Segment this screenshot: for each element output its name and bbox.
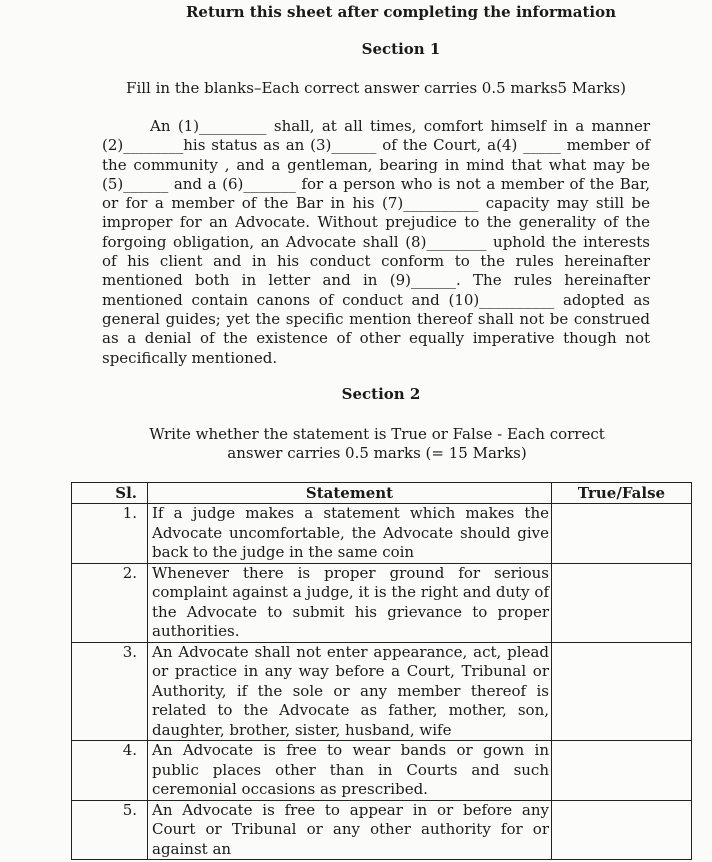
table-row xyxy=(72,642,692,741)
statement-text: An Advocate is free to appear in or before any Court or Tribunal or any other authority for or against an xyxy=(148,800,552,860)
section-1-instruction: Fill in the blanks–Each correct answer carries 0.5 marks5 Marks) xyxy=(126,79,626,97)
statement-text: An Advocate shall not enter appearance, act, plead or practice in any way before a Court, Tribunal or Authority, if the sole or any member thereof is related to the Advocate as father, mother, son, daughter, brother, sister, husband, wife xyxy=(148,642,552,741)
statement-text: Whenever there is proper ground for serious complaint against a judge, it is the right and duty of the Advocate to submit his grievance to proper authorities. xyxy=(148,563,552,642)
table-row xyxy=(72,504,692,564)
serial-number: 1. xyxy=(72,504,148,564)
table-row xyxy=(72,741,692,801)
serial-number: 4. xyxy=(72,741,148,801)
true-false-column-header: True/False xyxy=(552,483,692,504)
true-false-answer-cell[interactable] xyxy=(552,800,692,860)
passage-text: An (1)_________ shall, at all times, comfort himself in a manner (2)________his status as an (3)______ of the Court, a(4) _____ member of the community , and a gentleman, bearing in mind that what may be (5)______ and a (6)_______ for a person who is not a member of the Bar, or for a member of the Bar in his (7)__________ capacity may still be improper for an Advocate. Without prejudice to the generality of the forgoing obligation, an Advocate shall (8)________ uphold the interests of his client and in his conduct conform to the rules hereinafter mentioned both in letter and in (9)______. The rules hereinafter mentioned contain canons of conduct and (10)__________ adopted as general guides; yet the specific mention thereof shall not be construed as a denial of the existence of other equally imperative though not specifically mentioned. xyxy=(102,117,650,367)
statement-text: An Advocate is free to wear bands or gown in public places other than in Courts and such ceremonial occasions as prescribed. xyxy=(148,741,552,801)
fill-in-the-blanks-passage xyxy=(102,117,650,368)
statement-text: If a judge makes a statement which makes the Advocate uncomfortable, the Advocate should give back to the judge in the same coin xyxy=(148,504,552,564)
serial-number: 2. xyxy=(72,563,148,642)
table-row xyxy=(72,563,692,642)
return-instruction-heading: Return this sheet after completing the information xyxy=(185,3,617,21)
table-header-row xyxy=(72,483,692,504)
serial-number: 3. xyxy=(72,642,148,741)
true-false-answer-cell[interactable] xyxy=(552,642,692,741)
true-false-answer-cell[interactable] xyxy=(552,504,692,564)
true-false-table xyxy=(71,482,692,860)
true-false-answer-cell[interactable] xyxy=(552,741,692,801)
section-2-title: Section 2 xyxy=(341,385,421,403)
section-2-instruction: Write whether the statement is True or False - Each correct answer carries 0.5 marks (= 15 Marks) xyxy=(149,425,605,462)
table-row xyxy=(72,800,692,860)
section-1-title: Section 1 xyxy=(361,40,441,58)
serial-column-header: Sl. xyxy=(72,483,148,504)
statement-column-header: Statement xyxy=(148,483,552,504)
true-false-answer-cell[interactable] xyxy=(552,563,692,642)
serial-number: 5. xyxy=(72,800,148,860)
